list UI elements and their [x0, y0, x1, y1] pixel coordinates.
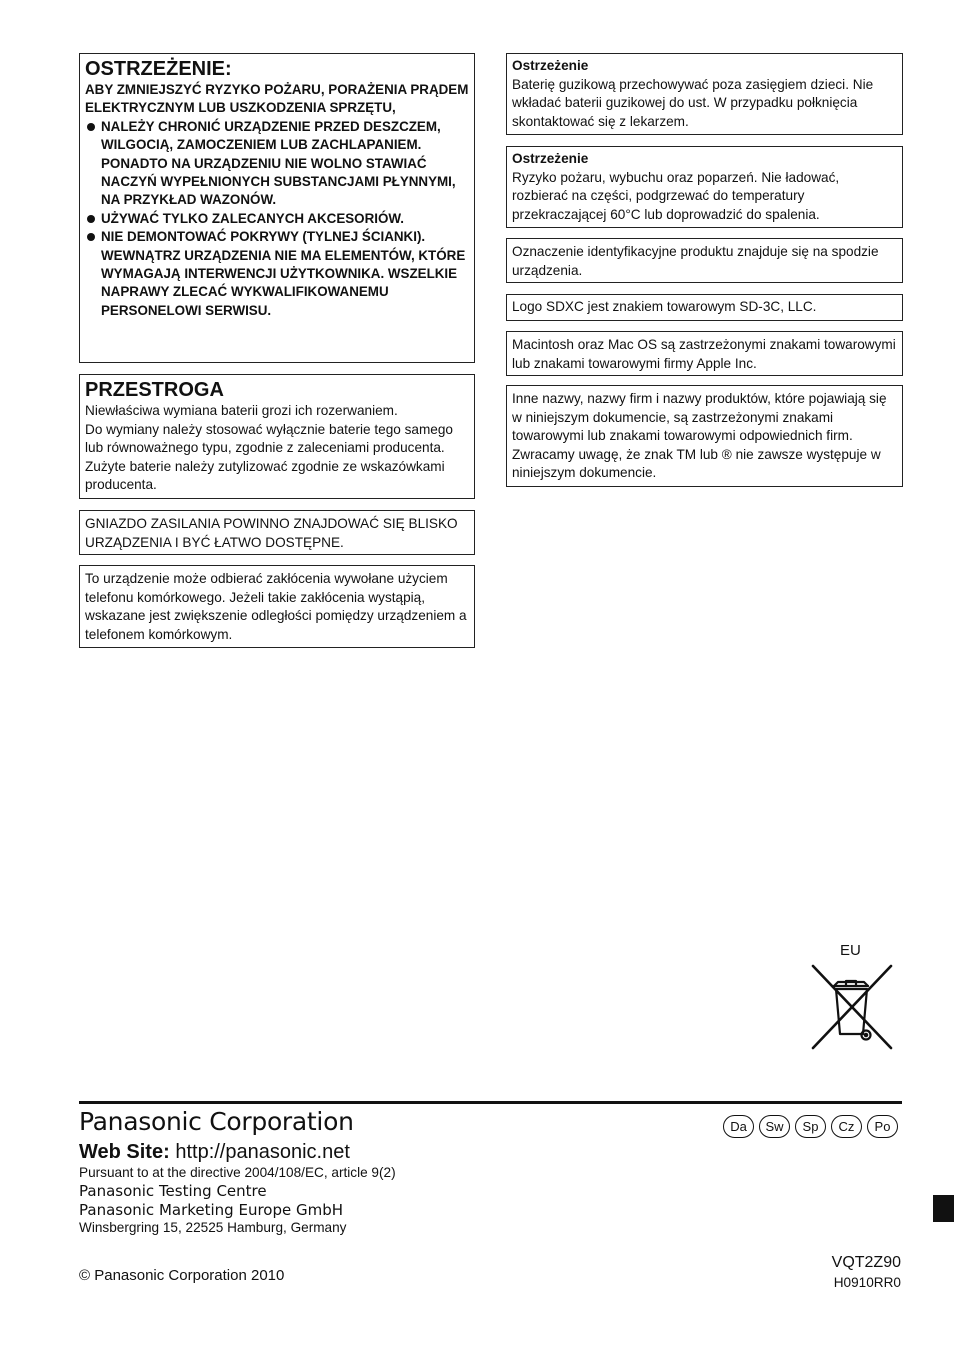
- sdxc-note-box: [506, 294, 903, 321]
- phone-note: To urządzenie może odbierać zakłócenia wywołane użyciem telefonu komórkowego. Jeżeli takie zakłócenia wystąpią, wskazane jest zwiększenie odległości pomiędzy urządzeniem a telefonem komórkowym.: [85, 571, 467, 642]
- language-codes: [723, 1115, 898, 1138]
- eu-label: EU: [840, 942, 861, 959]
- company-address: Winsbergring 15, 22525 Hamburg, Germany: [79, 1220, 347, 1235]
- print-code: H0910RR0: [833, 1275, 901, 1290]
- battery-warning-title: Ostrzeżenie: [512, 58, 589, 73]
- website-url[interactable]: http://panasonic.net: [175, 1141, 350, 1163]
- website-label: Web Site:: [79, 1141, 170, 1163]
- trademark-note-box: [506, 385, 903, 487]
- page-edge-tab: [933, 1195, 954, 1222]
- crossed-out-bin-icon: [808, 962, 896, 1050]
- mac-note: Macintosh oraz Mac OS są zastrzeżonymi znakami towarowymi lub znakami towarowymi firmy Apple Inc.: [512, 337, 896, 371]
- website-line: [79, 1140, 350, 1164]
- fire-warning-box: [506, 146, 903, 228]
- directive-text: Pursuant to at the directive 2004/108/EC, article 9(2): [79, 1165, 396, 1180]
- trademark-note: Inne nazwy, nazwy firm i nazwy produktów, które pojawiają się w niniejszym dokumencie, są zastrzeżonymi znakami towarowymi lub znakami towarowymi odpowiednich firm. Zwracamy uwagę, że znak TM lub ® nie zawsze występuje w niniejszym dokumencie.: [512, 391, 887, 481]
- warning-item: NIE DEMONTOWAĆ POKRYWY (TYLNEJ ŚCIANKI). WEWNĄTRZ URZĄDZENIA NIE MA ELEMENTÓW, KTÓRE WYMAGAJĄ INTERWENCJI UŻYTKOWNIKA. WSZELKIE NAPRAWY ZLECAĆ WYKWALIFIKOWANEMU PERSONELOWI SERWISU.: [85, 228, 469, 320]
- footer-divider: [79, 1101, 902, 1104]
- id-note-box: [506, 238, 903, 283]
- language-badge: Da: [723, 1115, 754, 1138]
- caution-line-2: Do wymiany należy stosować wyłącznie baterie tego samego lub równoważnego typu, zgodnie z zaleceniami producenta. Zużyte baterie należy zutylizować zgodnie ze wskazówkami producenta.: [85, 421, 453, 493]
- warning-list: [85, 118, 469, 320]
- fire-warning-text: Ryzyko pożaru, wybuchu oraz poparzeń. Nie ładować, rozbierać na części, podgrzewać do temperatury przekraczającej 60°C lub doprowadzić do spalenia.: [512, 169, 840, 222]
- battery-warning-box: [506, 53, 903, 135]
- marketing-company: Panasonic Marketing Europe GmbH: [79, 1201, 344, 1219]
- model-code: VQT2Z90: [831, 1254, 901, 1271]
- copyright: © Panasonic Corporation 2010: [79, 1267, 285, 1284]
- testing-centre: Panasonic Testing Centre: [79, 1182, 267, 1200]
- corporation-name: Panasonic Corporation: [79, 1107, 354, 1136]
- sdxc-note: Logo SDXC jest znakiem towarowym SD-3C, LLC.: [512, 299, 817, 314]
- warning-title: OSTRZEŻENIE:: [85, 58, 232, 80]
- warning-item: NALEŻY CHRONIĆ URZĄDZENIE PRZED DESZCZEM, WILGOCIĄ, ZAMOCZENIEM LUB ZACHLAPANIEM. PONADTO NA URZĄDZENIU NIE WOLNO STAWIAĆ NACZYŃ WYPEŁNIONYCH SUBSTANCJAMI PŁYNNYMI, NA PRZYKŁAD WAZONÓW.: [85, 118, 469, 210]
- warning-intro: ABY ZMNIEJSZYĆ RYZYKO POŻARU, PORAŻENIA PRĄDEM ELEKTRYCZNYM LUB USZKODZENIA SPRZĘTU,: [85, 82, 469, 116]
- warning-box: [79, 53, 475, 363]
- warning-item: UŻYWAĆ TYLKO ZALECANYCH AKCESORIÓW.: [85, 210, 469, 228]
- caution-title: PRZESTROGA: [85, 379, 224, 401]
- fire-warning-title: Ostrzeżenie: [512, 151, 589, 166]
- socket-note-box: [79, 510, 475, 555]
- language-badge: Cz: [831, 1115, 862, 1138]
- language-badge: Sw: [759, 1115, 790, 1138]
- language-badge: Po: [867, 1115, 898, 1138]
- socket-note: GNIAZDO ZASILANIA POWINNO ZNAJDOWAĆ SIĘ BLISKO URZĄDZENIA I BYĆ ŁATWO DOSTĘPNE.: [85, 516, 458, 550]
- phone-note-box: [79, 565, 475, 648]
- caution-line-1: Niewłaściwa wymiana baterii grozi ich rozerwaniem.: [85, 403, 398, 418]
- caution-box: [79, 374, 475, 499]
- id-note: Oznaczenie identyfikacyjne produktu znajduje się na spodzie urządzenia.: [512, 244, 879, 278]
- language-badge: Sp: [795, 1115, 826, 1138]
- battery-warning-text: Baterię guzikową przechowywać poza zasięgiem dzieci. Nie wkładać baterii guzikowej do ust. W przypadku połknięcia skontaktować się z lekarzem.: [512, 76, 874, 129]
- mac-note-box: [506, 331, 903, 376]
